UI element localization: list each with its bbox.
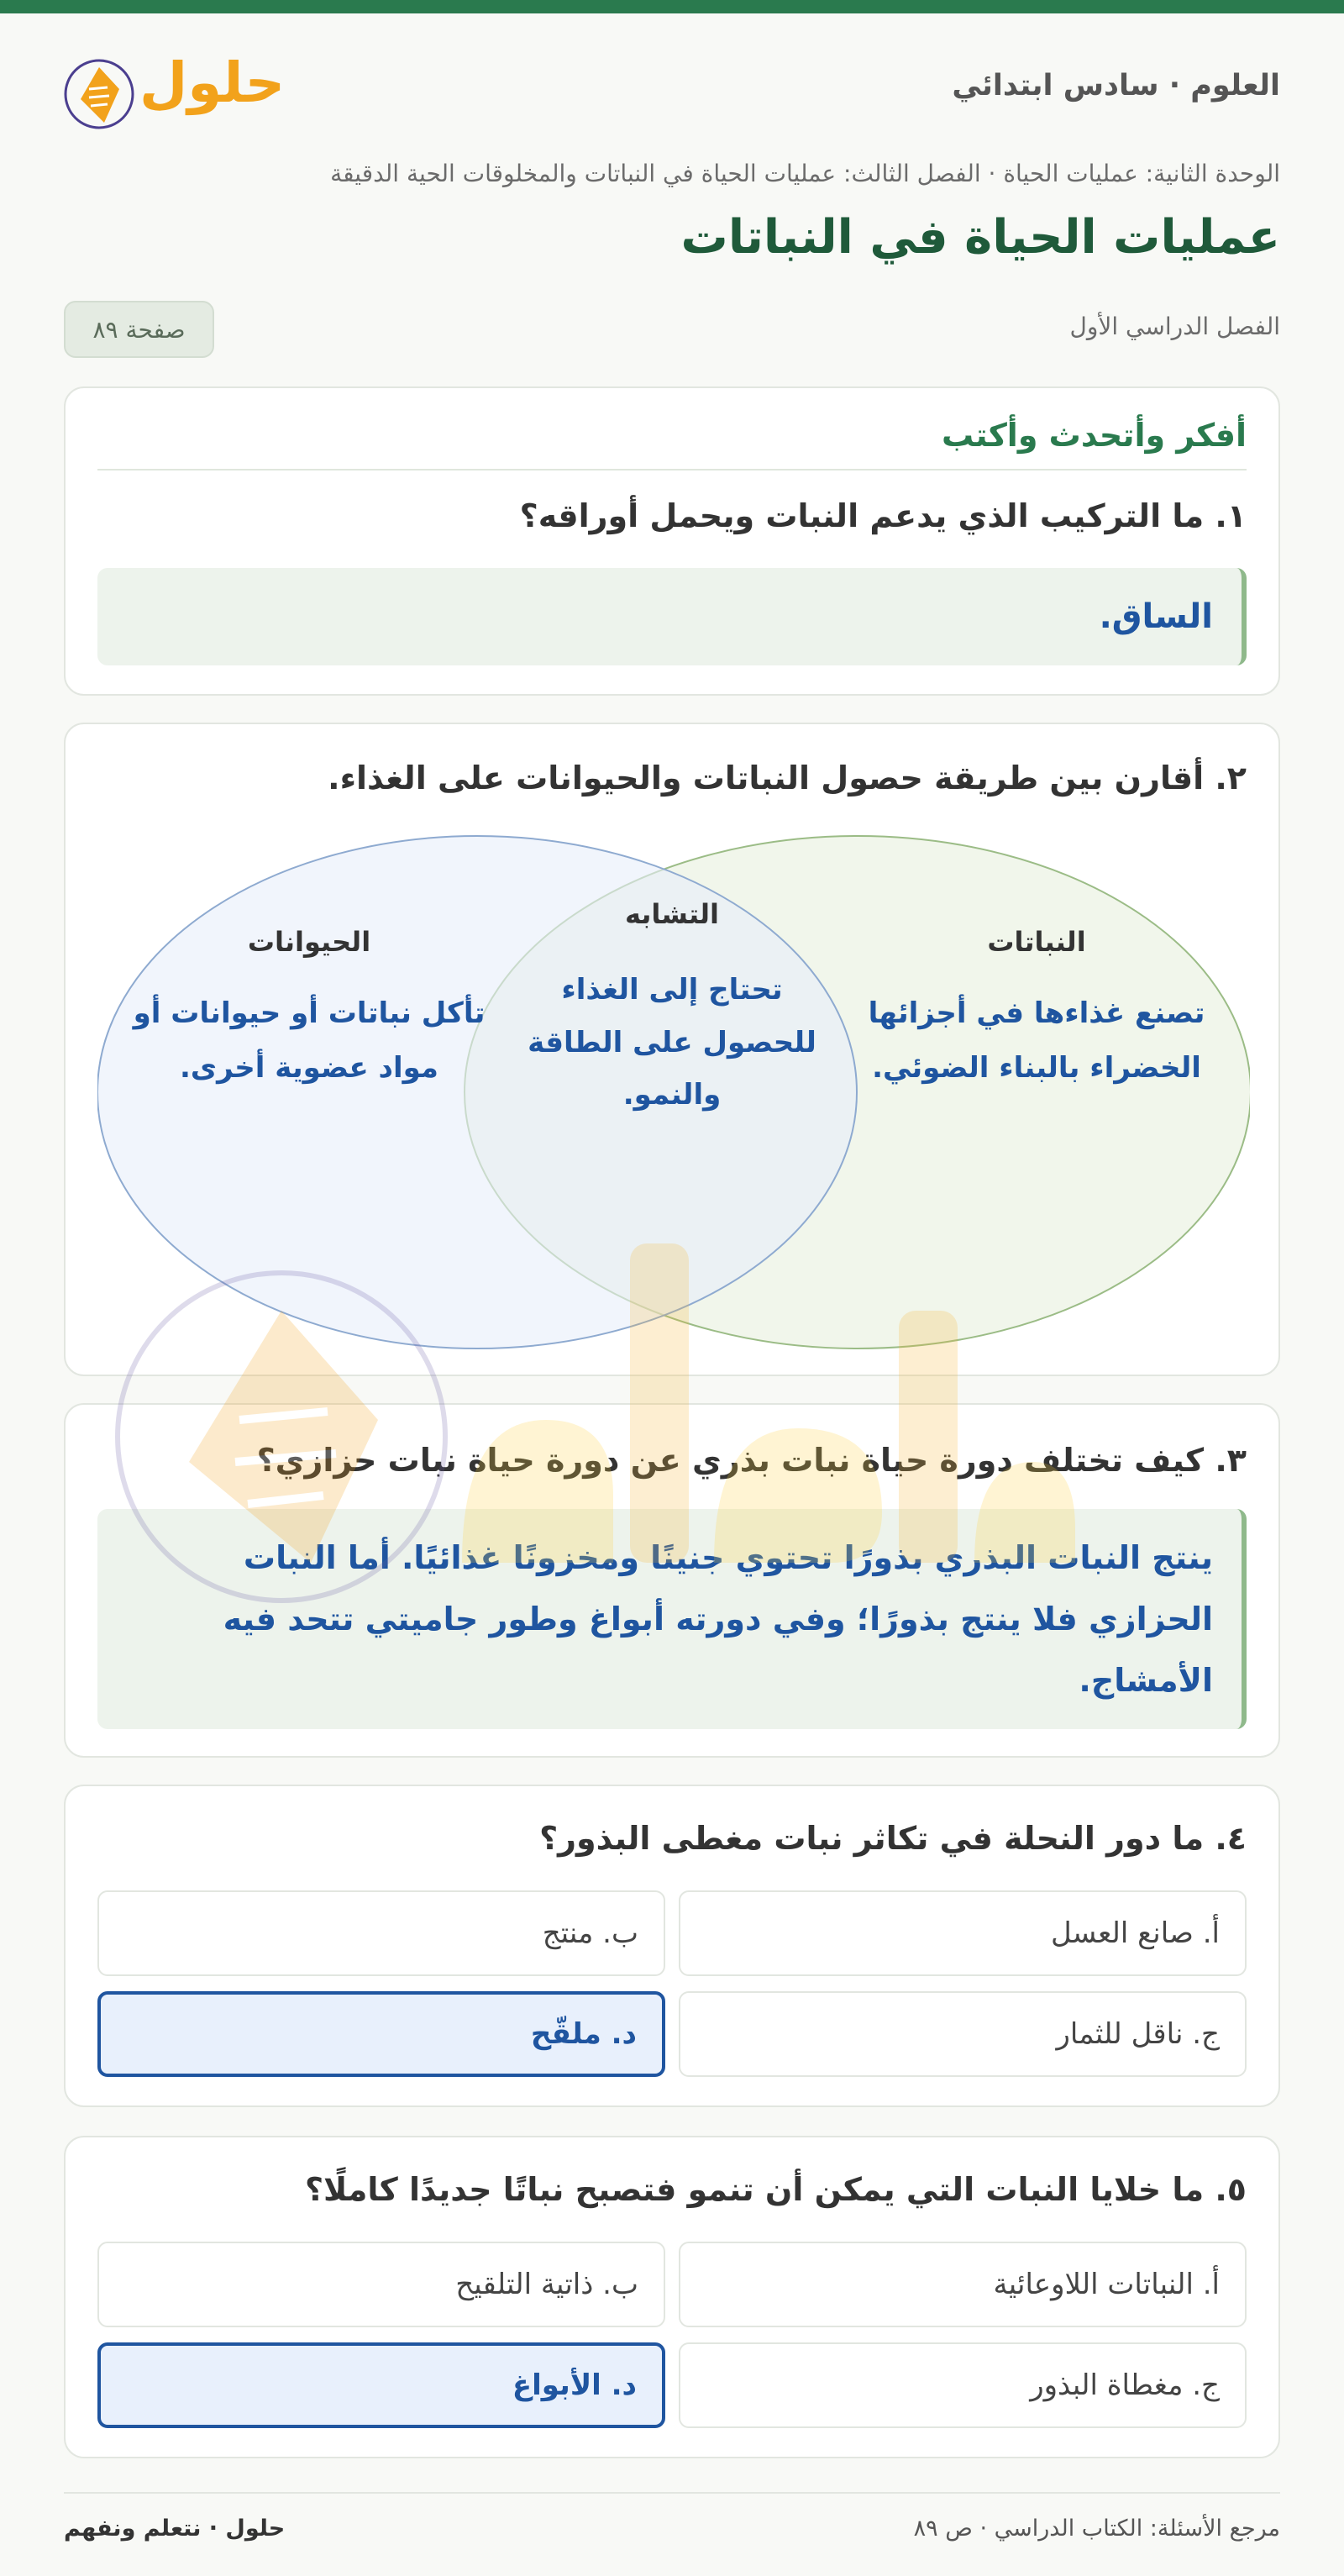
question-3-text: ٣. كيف تختلف دورة حياة نبات بذري عن دورة حياة نبات حزازي؟ [256,1442,1247,1479]
answer-1-box [97,568,1247,665]
question-4-text: ٤. ما دور النحلة في تكاثر نبات مغطى البذور؟ [539,1820,1247,1857]
question-1-text: ١. ما التركيب الذي يدعم النبات ويحمل أوراقه؟ [519,497,1247,534]
option-d-selected[interactable]: د. الأبواغ [97,2342,665,2428]
term-label: الفصل الدراسي الأول [1069,313,1280,340]
page-number-badge: صفحة ٨٩ [64,301,214,358]
venn-middle-line: تحتاج إلى الغذاء [561,973,783,1007]
answer-3-line: الأمشاج. [1079,1662,1213,1699]
footer-divider [64,2492,1280,2494]
venn-middle-title: التشابه [624,898,720,930]
venn-left-title: الحيوانات [247,926,371,958]
venn-left-line: تأكل نباتات أو حيوانات أو [133,996,486,1030]
venn-diagram [97,833,1250,1354]
answer-1-text: الساق. [1099,597,1213,636]
venn-right-title: النباتات [987,926,1086,958]
venn-right-line: الخضراء بالبناء الضوئي. [872,1051,1201,1085]
animals-circle [97,836,857,1348]
question-card-1 [64,386,1280,696]
option-c[interactable]: ج. مغطاة البذور [679,2342,1247,2428]
option-d-selected[interactable]: د. ملقّح [97,1991,665,2077]
answer-3-line: الحزازي فلا ينتج بذورًا؛ وفي دورته أبواغ وطور جاميتي تتحد فيه [223,1601,1213,1638]
subject-label: العلوم · سادس ابتدائي [952,69,1280,103]
page-title: عمليات الحياة في النباتات [680,210,1280,265]
venn-left-line: مواد عضوية أخرى. [180,1051,438,1085]
option-a[interactable]: أ. النباتات اللاوعائية [679,2242,1247,2327]
book-logo-icon [64,59,139,134]
logo-text: حلول [139,50,286,115]
answer-3-line: ينتج النبات البذري بذورًا تحتوي جنينًا ومخزونًا غذائيًا. أما النبات [243,1539,1213,1576]
question-5-text: ٥. ما خلايا النبات التي يمكن أن تنمو فتصبح نباتًا جديدًا كاملًا؟ [304,2171,1247,2208]
top-accent-bar [0,0,1344,13]
option-b[interactable]: ب. منتج [97,1890,665,1976]
venn-middle-line: للحصول على الطاقة [528,1026,816,1059]
page-header [64,44,1280,136]
section-title: أفكر وأتحدث وأكتب [941,417,1247,454]
question-2-text: ٢. أقارن بين طريقة حصول النباتات والحيوانات على الغذاء. [328,760,1247,796]
venn-right-line: تصنع غذاءها في أجزائها [868,996,1205,1030]
option-c[interactable]: ج. ناقل للثمار [679,1991,1247,2077]
breadcrumb: الوحدة الثانية: عمليات الحياة · الفصل الثالث: عمليات الحياة في النباتات والمخلوقات الحية الدقيقة [330,160,1280,187]
question-card-3 [64,1403,1280,1758]
brand-logo[interactable] [64,44,291,136]
footer-brand: حلول · نتعلم ونفهم [64,2516,286,2542]
option-b[interactable]: ب. ذاتية التلقيح [97,2242,665,2327]
option-a[interactable]: أ. صانع العسل [679,1890,1247,1976]
question-card-5 [64,2136,1280,2458]
answer-3-box [97,1509,1247,1729]
question-card-4 [64,1785,1280,2107]
footer-reference: مرجع الأسئلة: الكتاب الدراسي · ص ٨٩ [913,2516,1280,2542]
divider [97,469,1247,471]
venn-middle-line: والنمو. [622,1078,722,1112]
question-card-2 [64,723,1280,1376]
